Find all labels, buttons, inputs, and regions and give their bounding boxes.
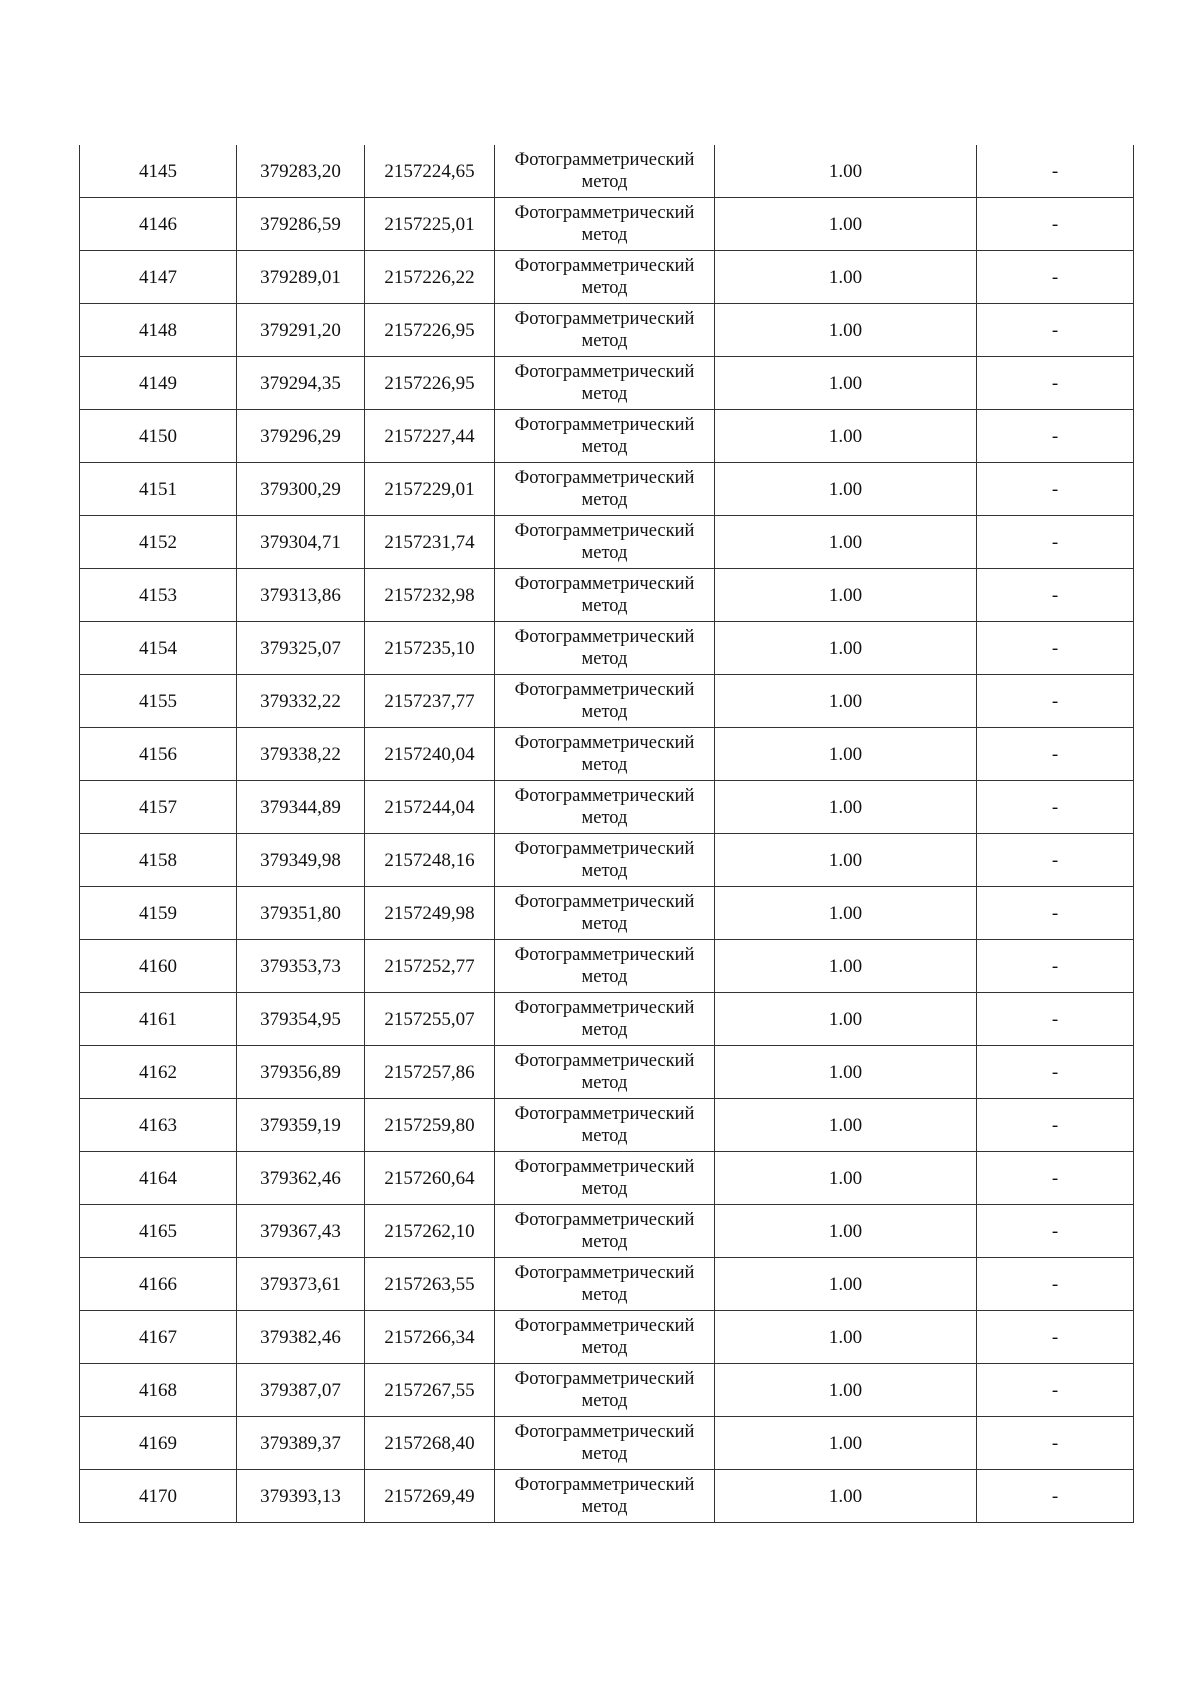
method-cell <box>495 622 715 675</box>
x-coordinate-cell: 379296,29 <box>237 410 365 463</box>
method-cell <box>495 1205 715 1258</box>
x-coordinate-cell: 379286,59 <box>237 198 365 251</box>
method-line-2: метод <box>581 967 628 987</box>
method-line-2: метод <box>581 278 628 298</box>
accuracy-cell: 1.00 <box>715 357 977 410</box>
table-row <box>80 781 1134 834</box>
method-line-2: метод <box>581 808 628 828</box>
accuracy-cell: 1.00 <box>715 1046 977 1099</box>
note-cell: - <box>977 516 1134 569</box>
method-line-2: метод <box>581 755 628 775</box>
point-number-cell: 4145 <box>80 145 237 198</box>
accuracy-cell: 1.00 <box>715 940 977 993</box>
table-row <box>80 728 1134 781</box>
note-cell: - <box>977 675 1134 728</box>
note-cell: - <box>977 1258 1134 1311</box>
note-cell: - <box>977 622 1134 675</box>
point-number-cell: 4157 <box>80 781 237 834</box>
table-row <box>80 834 1134 887</box>
method-line-2: метод <box>581 172 628 192</box>
table-row <box>80 1311 1134 1364</box>
method-line-1: Фотограмметрический <box>514 1475 695 1495</box>
method-line-2: метод <box>581 1338 628 1358</box>
method-cell <box>495 145 715 198</box>
method-line-1: Фотограмметрический <box>514 203 695 223</box>
method-line-1: Фотограмметрический <box>514 733 695 753</box>
point-number-cell: 4158 <box>80 834 237 887</box>
method-line-1: Фотограмметрический <box>514 362 695 382</box>
method-line-1: Фотограмметрический <box>514 945 695 965</box>
method-line-1: Фотограмметрический <box>514 1051 695 1071</box>
x-coordinate-cell: 379393,13 <box>237 1470 365 1523</box>
method-line-2: метод <box>581 649 628 669</box>
x-coordinate-cell: 379289,01 <box>237 251 365 304</box>
accuracy-cell: 1.00 <box>715 1364 977 1417</box>
point-number-cell: 4155 <box>80 675 237 728</box>
note-cell: - <box>977 1152 1134 1205</box>
accuracy-cell: 1.00 <box>715 1099 977 1152</box>
point-number-cell: 4148 <box>80 304 237 357</box>
table-row <box>80 1152 1134 1205</box>
x-coordinate-cell: 379338,22 <box>237 728 365 781</box>
accuracy-cell: 1.00 <box>715 410 977 463</box>
method-cell <box>495 1417 715 1470</box>
method-cell <box>495 887 715 940</box>
note-cell: - <box>977 781 1134 834</box>
x-coordinate-cell: 379349,98 <box>237 834 365 887</box>
point-number-cell: 4152 <box>80 516 237 569</box>
note-cell: - <box>977 1099 1134 1152</box>
y-coordinate-cell: 2157248,16 <box>365 834 495 887</box>
method-cell <box>495 1099 715 1152</box>
method-line-2: метод <box>581 702 628 722</box>
method-line-2: метод <box>581 1179 628 1199</box>
point-number-cell: 4159 <box>80 887 237 940</box>
y-coordinate-cell: 2157252,77 <box>365 940 495 993</box>
y-coordinate-cell: 2157237,77 <box>365 675 495 728</box>
table-row <box>80 1470 1134 1523</box>
y-coordinate-cell: 2157262,10 <box>365 1205 495 1258</box>
note-cell: - <box>977 887 1134 940</box>
note-cell: - <box>977 198 1134 251</box>
method-cell <box>495 1311 715 1364</box>
method-cell <box>495 516 715 569</box>
accuracy-cell: 1.00 <box>715 569 977 622</box>
table-row <box>80 887 1134 940</box>
method-line-1: Фотограмметрический <box>514 468 695 488</box>
note-cell: - <box>977 251 1134 304</box>
y-coordinate-cell: 2157225,01 <box>365 198 495 251</box>
method-line-1: Фотограмметрический <box>514 521 695 541</box>
method-cell <box>495 781 715 834</box>
y-coordinate-cell: 2157257,86 <box>365 1046 495 1099</box>
table-row <box>80 357 1134 410</box>
table-row <box>80 1258 1134 1311</box>
point-number-cell: 4169 <box>80 1417 237 1470</box>
accuracy-cell: 1.00 <box>715 1311 977 1364</box>
point-number-cell: 4167 <box>80 1311 237 1364</box>
method-line-2: метод <box>581 384 628 404</box>
y-coordinate-cell: 2157226,22 <box>365 251 495 304</box>
y-coordinate-cell: 2157227,44 <box>365 410 495 463</box>
method-cell <box>495 1046 715 1099</box>
accuracy-cell: 1.00 <box>715 1258 977 1311</box>
point-number-cell: 4150 <box>80 410 237 463</box>
accuracy-cell: 1.00 <box>715 993 977 1046</box>
method-line-2: метод <box>581 1020 628 1040</box>
x-coordinate-cell: 379294,35 <box>237 357 365 410</box>
method-line-1: Фотограмметрический <box>514 256 695 276</box>
note-cell: - <box>977 728 1134 781</box>
method-line-1: Фотограмметрический <box>514 1104 695 1124</box>
x-coordinate-cell: 379389,37 <box>237 1417 365 1470</box>
note-cell: - <box>977 410 1134 463</box>
method-line-2: метод <box>581 1073 628 1093</box>
method-line-2: метод <box>581 596 628 616</box>
accuracy-cell: 1.00 <box>715 304 977 357</box>
accuracy-cell: 1.00 <box>715 251 977 304</box>
method-line-2: метод <box>581 1232 628 1252</box>
table-row <box>80 304 1134 357</box>
table-row <box>80 1099 1134 1152</box>
point-number-cell: 4162 <box>80 1046 237 1099</box>
method-line-2: метод <box>581 543 628 563</box>
method-cell <box>495 1364 715 1417</box>
y-coordinate-cell: 2157255,07 <box>365 993 495 1046</box>
method-line-2: метод <box>581 1391 628 1411</box>
note-cell: - <box>977 1046 1134 1099</box>
accuracy-cell: 1.00 <box>715 463 977 516</box>
method-line-1: Фотограмметрический <box>514 1157 695 1177</box>
note-cell: - <box>977 463 1134 516</box>
method-cell <box>495 251 715 304</box>
y-coordinate-cell: 2157267,55 <box>365 1364 495 1417</box>
y-coordinate-cell: 2157249,98 <box>365 887 495 940</box>
method-line-2: метод <box>581 225 628 245</box>
y-coordinate-cell: 2157244,04 <box>365 781 495 834</box>
x-coordinate-cell: 379354,95 <box>237 993 365 1046</box>
x-coordinate-cell: 379283,20 <box>237 145 365 198</box>
table-row <box>80 1417 1134 1470</box>
accuracy-cell: 1.00 <box>715 145 977 198</box>
method-line-1: Фотограмметрический <box>514 892 695 912</box>
x-coordinate-cell: 379332,22 <box>237 675 365 728</box>
x-coordinate-cell: 379313,86 <box>237 569 365 622</box>
method-cell <box>495 1152 715 1205</box>
table-row <box>80 1046 1134 1099</box>
method-cell <box>495 410 715 463</box>
method-cell <box>495 463 715 516</box>
method-line-2: метод <box>581 1285 628 1305</box>
y-coordinate-cell: 2157226,95 <box>365 357 495 410</box>
method-line-1: Фотограмметрический <box>514 415 695 435</box>
method-line-1: Фотограмметрический <box>514 1316 695 1336</box>
table-row <box>80 1205 1134 1258</box>
note-cell: - <box>977 1311 1134 1364</box>
x-coordinate-cell: 379356,89 <box>237 1046 365 1099</box>
note-cell: - <box>977 145 1134 198</box>
method-cell <box>495 993 715 1046</box>
table-row <box>80 940 1134 993</box>
point-number-cell: 4146 <box>80 198 237 251</box>
note-cell: - <box>977 1417 1134 1470</box>
x-coordinate-cell: 379387,07 <box>237 1364 365 1417</box>
x-coordinate-cell: 379304,71 <box>237 516 365 569</box>
point-number-cell: 4163 <box>80 1099 237 1152</box>
x-coordinate-cell: 379351,80 <box>237 887 365 940</box>
x-coordinate-cell: 379353,73 <box>237 940 365 993</box>
method-line-1: Фотограмметрический <box>514 839 695 859</box>
accuracy-cell: 1.00 <box>715 198 977 251</box>
x-coordinate-cell: 379359,19 <box>237 1099 365 1152</box>
table-row <box>80 463 1134 516</box>
table-row <box>80 569 1134 622</box>
y-coordinate-cell: 2157266,34 <box>365 1311 495 1364</box>
point-number-cell: 4149 <box>80 357 237 410</box>
y-coordinate-cell: 2157259,80 <box>365 1099 495 1152</box>
method-line-1: Фотограмметрический <box>514 150 695 170</box>
method-cell <box>495 569 715 622</box>
y-coordinate-cell: 2157231,74 <box>365 516 495 569</box>
table-row <box>80 198 1134 251</box>
point-number-cell: 4156 <box>80 728 237 781</box>
table-row <box>80 675 1134 728</box>
point-number-cell: 4154 <box>80 622 237 675</box>
note-cell: - <box>977 1364 1134 1417</box>
table-row <box>80 251 1134 304</box>
accuracy-cell: 1.00 <box>715 781 977 834</box>
x-coordinate-cell: 379382,46 <box>237 1311 365 1364</box>
x-coordinate-cell: 379344,89 <box>237 781 365 834</box>
method-line-1: Фотограмметрический <box>514 1369 695 1389</box>
method-line-2: метод <box>581 490 628 510</box>
x-coordinate-cell: 379367,43 <box>237 1205 365 1258</box>
method-line-1: Фотограмметрический <box>514 1210 695 1230</box>
note-cell: - <box>977 834 1134 887</box>
accuracy-cell: 1.00 <box>715 1417 977 1470</box>
y-coordinate-cell: 2157232,98 <box>365 569 495 622</box>
accuracy-cell: 1.00 <box>715 887 977 940</box>
point-number-cell: 4166 <box>80 1258 237 1311</box>
note-cell: - <box>977 940 1134 993</box>
y-coordinate-cell: 2157263,55 <box>365 1258 495 1311</box>
note-cell: - <box>977 304 1134 357</box>
method-line-1: Фотограмметрический <box>514 309 695 329</box>
note-cell: - <box>977 993 1134 1046</box>
method-cell <box>495 940 715 993</box>
x-coordinate-cell: 379300,29 <box>237 463 365 516</box>
y-coordinate-cell: 2157269,49 <box>365 1470 495 1523</box>
point-number-cell: 4160 <box>80 940 237 993</box>
point-number-cell: 4147 <box>80 251 237 304</box>
accuracy-cell: 1.00 <box>715 622 977 675</box>
point-number-cell: 4168 <box>80 1364 237 1417</box>
point-number-cell: 4151 <box>80 463 237 516</box>
x-coordinate-cell: 379291,20 <box>237 304 365 357</box>
method-cell <box>495 834 715 887</box>
accuracy-cell: 1.00 <box>715 1470 977 1523</box>
method-line-1: Фотограмметрический <box>514 1263 695 1283</box>
y-coordinate-cell: 2157229,01 <box>365 463 495 516</box>
method-line-1: Фотограмметрический <box>514 998 695 1018</box>
method-line-2: метод <box>581 1444 628 1464</box>
method-cell <box>495 1258 715 1311</box>
table-row <box>80 410 1134 463</box>
method-cell <box>495 304 715 357</box>
y-coordinate-cell: 2157226,95 <box>365 304 495 357</box>
point-number-cell: 4164 <box>80 1152 237 1205</box>
accuracy-cell: 1.00 <box>715 675 977 728</box>
accuracy-cell: 1.00 <box>715 1205 977 1258</box>
method-line-2: метод <box>581 331 628 351</box>
y-coordinate-cell: 2157268,40 <box>365 1417 495 1470</box>
method-line-1: Фотограмметрический <box>514 786 695 806</box>
method-line-1: Фотограмметрический <box>514 627 695 647</box>
table-row <box>80 1364 1134 1417</box>
accuracy-cell: 1.00 <box>715 1152 977 1205</box>
method-cell <box>495 1470 715 1523</box>
table-body <box>80 145 1134 1523</box>
accuracy-cell: 1.00 <box>715 516 977 569</box>
method-cell <box>495 675 715 728</box>
accuracy-cell: 1.00 <box>715 728 977 781</box>
y-coordinate-cell: 2157224,65 <box>365 145 495 198</box>
x-coordinate-cell: 379373,61 <box>237 1258 365 1311</box>
y-coordinate-cell: 2157260,64 <box>365 1152 495 1205</box>
coordinates-table <box>79 145 1134 1523</box>
note-cell: - <box>977 357 1134 410</box>
table-row <box>80 145 1134 198</box>
point-number-cell: 4161 <box>80 993 237 1046</box>
method-line-2: метод <box>581 914 628 934</box>
method-line-2: метод <box>581 437 628 457</box>
method-cell <box>495 198 715 251</box>
table-row <box>80 993 1134 1046</box>
method-line-2: метод <box>581 1126 628 1146</box>
x-coordinate-cell: 379325,07 <box>237 622 365 675</box>
method-line-1: Фотограмметрический <box>514 1422 695 1442</box>
method-line-1: Фотограмметрический <box>514 574 695 594</box>
method-line-1: Фотограмметрический <box>514 680 695 700</box>
note-cell: - <box>977 569 1134 622</box>
table-row <box>80 622 1134 675</box>
method-cell <box>495 357 715 410</box>
method-cell <box>495 728 715 781</box>
note-cell: - <box>977 1470 1134 1523</box>
point-number-cell: 4170 <box>80 1470 237 1523</box>
accuracy-cell: 1.00 <box>715 834 977 887</box>
method-line-2: метод <box>581 1497 628 1517</box>
method-line-2: метод <box>581 861 628 881</box>
y-coordinate-cell: 2157235,10 <box>365 622 495 675</box>
table-row <box>80 516 1134 569</box>
y-coordinate-cell: 2157240,04 <box>365 728 495 781</box>
note-cell: - <box>977 1205 1134 1258</box>
point-number-cell: 4165 <box>80 1205 237 1258</box>
point-number-cell: 4153 <box>80 569 237 622</box>
x-coordinate-cell: 379362,46 <box>237 1152 365 1205</box>
